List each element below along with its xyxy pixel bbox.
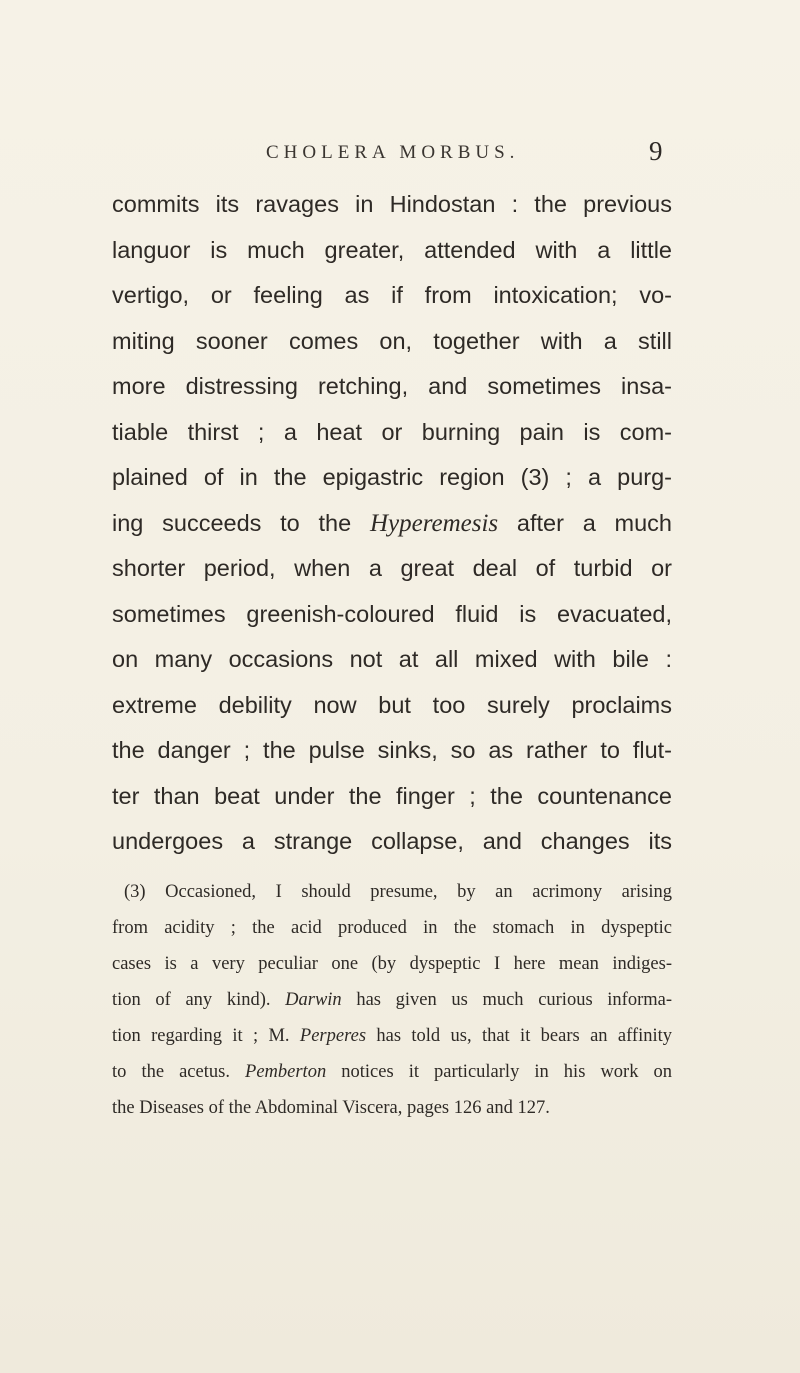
footnote-line: cases is a very peculiar one (by dyspeptic I here mean indiges- — [112, 954, 672, 974]
italic-name: Darwin — [285, 990, 342, 1010]
text-line: tiable thirst ; a heat or burning pain is com- — [112, 418, 672, 445]
running-title: CHOLERA MORBUS. — [266, 142, 520, 163]
italic-term: Hyperemesis — [369, 509, 499, 537]
text-segment: has told us, that it bears an affinity — [376, 1026, 672, 1046]
footnote-line: from acidity ; the acid produced in the stomach in dyspeptic — [112, 918, 672, 938]
text-line: extreme debility now but too surely proclaims — [112, 691, 672, 718]
text-segment: after a much — [516, 509, 672, 536]
text-line: on many occasions not at all mixed with bile : — [112, 646, 672, 672]
footnote-line: the Diseases of the Abdominal Viscera, pages 126 and 127. — [112, 1098, 550, 1118]
footnote-line — [112, 1054, 672, 1090]
text-segment: notices it particularly in his work on — [341, 1062, 673, 1082]
text-line: miting sooner comes on, together with a still — [112, 327, 672, 354]
main-paragraph — [112, 182, 672, 865]
text-segment: to the acetus. — [112, 1062, 230, 1082]
italic-name: Perperes — [299, 1026, 367, 1046]
footnote-line — [112, 1018, 672, 1054]
text-segment: has given us much curious informa- — [356, 990, 673, 1010]
text-line: commits its ravages in Hindostan : the previous — [112, 191, 672, 217]
footnote-line: (3) Occasioned, I should presume, by an acrimony arising — [124, 882, 672, 902]
text-segment: ing succeeds to the — [112, 509, 352, 536]
text-line: the danger ; the pulse sinks, so as rather to flut- — [112, 737, 672, 763]
text-segment: tion regarding it ; M. — [112, 1026, 290, 1046]
text-line: sometimes greenish-coloured fluid is evacuated, — [112, 600, 672, 627]
italic-name: Pemberton — [245, 1062, 327, 1082]
text-line: undergoes a strange collapse, and changes its — [112, 828, 672, 854]
text-line: plained of in the epigastric region (3) ; a purg- — [112, 464, 672, 490]
text-line: shorter period, when a great deal of turbid or — [112, 555, 672, 581]
text-line: ter than beat under the finger ; the countenance — [112, 782, 672, 809]
text-line: more distressing retching, and sometimes insa- — [112, 373, 672, 399]
text-line: vertigo, or feeling as if from intoxication; vo- — [112, 282, 672, 308]
footnote — [112, 874, 672, 1126]
text-line: languor is much greater, attended with a little — [112, 236, 672, 263]
text-line — [112, 501, 672, 547]
running-head — [0, 136, 800, 176]
footnote-line — [112, 982, 672, 1018]
text-segment: tion of any kind). — [112, 990, 271, 1010]
page-number: 9 — [649, 136, 663, 166]
